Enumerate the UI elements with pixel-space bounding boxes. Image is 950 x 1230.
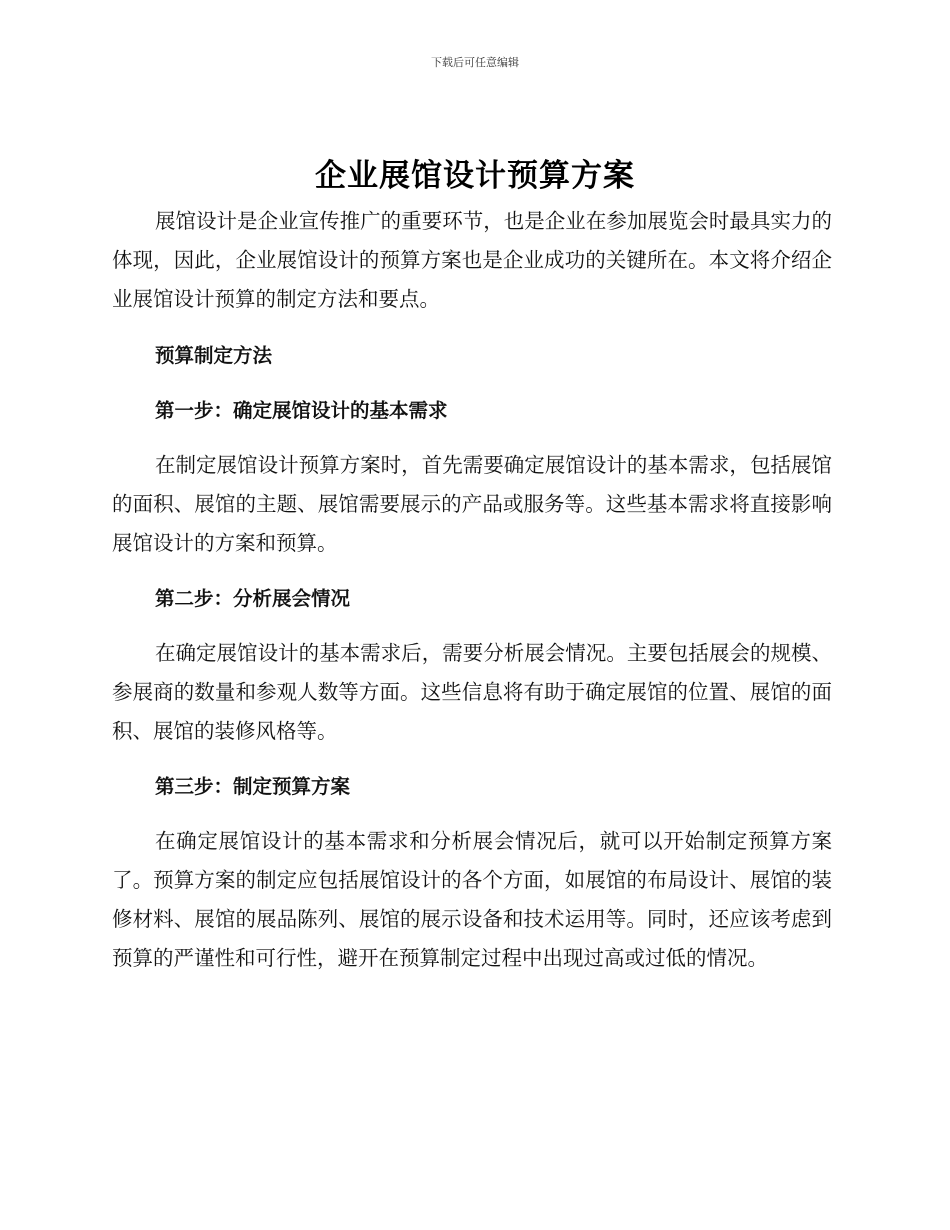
header-note: 下载后可任意编辑 (431, 56, 519, 69)
intro-paragraph: 展馆设计是企业宣传推广的重要环节，也是企业在参加展览会时最具实力的体现，因此，企业展馆设计的预算方案也是企业成功的关键所在。本文将介绍企业展馆设计预算的制定方法和要点。 (112, 209, 832, 311)
step-2-paragraph: 在确定展馆设计的基本需求后，需要分析展会情况。主要包括展会的规模、参展商的数量和参观人数等方面。这些信息将有助于确定展馆的位置、展馆的面积、展馆的装修风格等。 (112, 641, 832, 743)
step-3-heading: 第三步：制定预算方案 (155, 775, 351, 798)
document-title: 企业展馆设计预算方案 (315, 158, 635, 194)
step-2-heading: 第二步：分析展会情况 (155, 587, 351, 610)
document-body (112, 202, 832, 978)
section-heading: 预算制定方法 (155, 344, 273, 367)
step-1-heading: 第一步：确定展馆设计的基本需求 (155, 399, 448, 422)
step-3-paragraph: 在确定展馆设计的基本需求和分析展会情况后，就可以开始制定预算方案了。预算方案的制定应包括展馆设计的各个方面，如展馆的布局设计、展馆的装修材料、展馆的展品陈列、展馆的展示设备和技术运用等。同时，还应该考虑到预算的严谨性和可行性，避开在预算制定过程中出现过高或过低的情况。 (112, 829, 832, 970)
step-1-paragraph: 在制定展馆设计预算方案时，首先需要确定展馆设计的基本需求，包括展馆的面积、展馆的主题、展馆需要展示的产品或服务等。这些基本需求将直接影响展馆设计的方案和预算。 (112, 453, 832, 555)
